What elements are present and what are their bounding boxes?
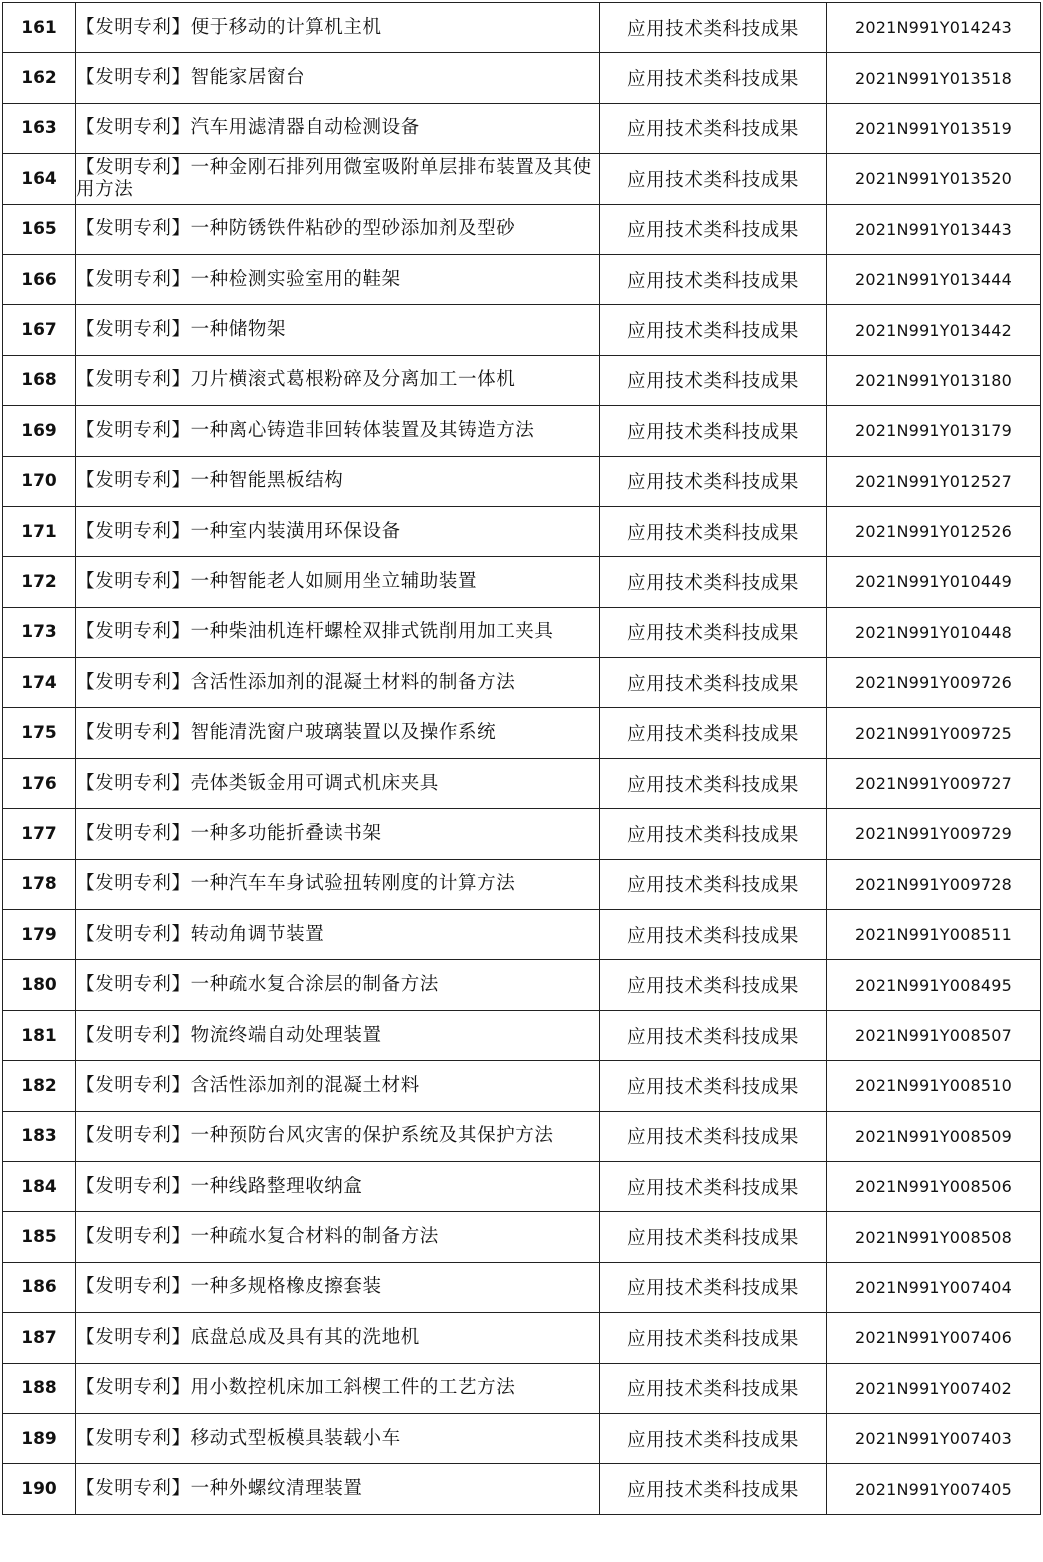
achievement-category: 应用技术类科技成果 xyxy=(600,204,827,254)
row-number: 165 xyxy=(3,204,76,254)
patent-name xyxy=(76,607,600,657)
patent-name xyxy=(76,557,600,607)
patent-name xyxy=(76,658,600,708)
row-number: 182 xyxy=(3,1061,76,1111)
row-number: 181 xyxy=(3,1010,76,1060)
patent-name xyxy=(76,254,600,304)
patent-name-text: 【发明专利】一种汽车车身试验扭转刚度的计算方法 xyxy=(76,873,516,895)
registration-code: 2021N991Y007405 xyxy=(827,1464,1041,1514)
registration-code: 2021N991Y009727 xyxy=(827,758,1041,808)
table-row xyxy=(3,1161,1041,1211)
patent-name xyxy=(76,910,600,960)
patent-name-text: 【发明专利】移动式型板模具装载小车 xyxy=(76,1427,401,1449)
patent-name-text: 【发明专利】智能清洗窗户玻璃装置以及操作系统 xyxy=(76,722,497,744)
patent-name xyxy=(76,1464,600,1514)
row-number: 190 xyxy=(3,1464,76,1514)
table-row xyxy=(3,1413,1041,1463)
row-number: 176 xyxy=(3,758,76,808)
achievement-category: 应用技术类科技成果 xyxy=(600,758,827,808)
registration-code: 2021N991Y013444 xyxy=(827,254,1041,304)
registration-code: 2021N991Y008511 xyxy=(827,910,1041,960)
patent-name xyxy=(76,1313,600,1363)
patent-name xyxy=(76,456,600,506)
registration-code: 2021N991Y010448 xyxy=(827,607,1041,657)
table-row xyxy=(3,758,1041,808)
patent-name-text: 【发明专利】刀片横滚式葛根粉碎及分离加工一体机 xyxy=(76,369,516,391)
patent-name xyxy=(76,355,600,405)
patent-name-text: 【发明专利】一种预防台风灾害的保护系统及其保护方法 xyxy=(76,1125,554,1147)
row-number: 184 xyxy=(3,1161,76,1211)
row-number: 185 xyxy=(3,1212,76,1262)
table-row xyxy=(3,1212,1041,1262)
row-number: 164 xyxy=(3,154,76,204)
row-number: 167 xyxy=(3,305,76,355)
patent-name xyxy=(76,305,600,355)
achievement-category: 应用技术类科技成果 xyxy=(600,708,827,758)
table-row xyxy=(3,658,1041,708)
table-row xyxy=(3,456,1041,506)
patent-name-text: 【发明专利】一种金刚石排列用微室吸附单层排布装置及其使用方法 xyxy=(76,156,592,200)
registration-code: 2021N991Y008495 xyxy=(827,960,1041,1010)
table-row xyxy=(3,406,1041,456)
patent-name xyxy=(76,406,600,456)
achievement-category: 应用技术类科技成果 xyxy=(600,1464,827,1514)
row-number: 175 xyxy=(3,708,76,758)
patent-name xyxy=(76,1413,600,1463)
row-number: 183 xyxy=(3,1111,76,1161)
registration-code: 2021N991Y009726 xyxy=(827,658,1041,708)
patent-name xyxy=(76,1010,600,1060)
patent-name-text: 【发明专利】一种室内装潢用环保设备 xyxy=(76,520,401,542)
row-number: 174 xyxy=(3,658,76,708)
row-number: 169 xyxy=(3,406,76,456)
achievement-category: 应用技术类科技成果 xyxy=(600,103,827,153)
patent-name-text: 【发明专利】物流终端自动处理装置 xyxy=(76,1024,382,1046)
table-row xyxy=(3,1313,1041,1363)
patent-name-text: 【发明专利】一种柴油机连杆螺栓双排式铣削用加工夹具 xyxy=(76,621,554,643)
achievement-category: 应用技术类科技成果 xyxy=(600,1010,827,1060)
row-number: 178 xyxy=(3,859,76,909)
achievement-category: 应用技术类科技成果 xyxy=(600,607,827,657)
row-number: 168 xyxy=(3,355,76,405)
table-row xyxy=(3,557,1041,607)
registration-code: 2021N991Y008509 xyxy=(827,1111,1041,1161)
table-row xyxy=(3,1363,1041,1413)
achievement-category: 应用技术类科技成果 xyxy=(600,506,827,556)
patent-name-text: 【发明专利】一种智能黑板结构 xyxy=(76,470,344,492)
table-row xyxy=(3,154,1041,204)
achievement-category: 应用技术类科技成果 xyxy=(600,960,827,1010)
achievement-category: 应用技术类科技成果 xyxy=(600,1061,827,1111)
row-number: 186 xyxy=(3,1262,76,1312)
achievement-category: 应用技术类科技成果 xyxy=(600,254,827,304)
registration-code: 2021N991Y007406 xyxy=(827,1313,1041,1363)
patent-name xyxy=(76,103,600,153)
achievement-category: 应用技术类科技成果 xyxy=(600,1212,827,1262)
achievement-category: 应用技术类科技成果 xyxy=(600,1313,827,1363)
table-row xyxy=(3,708,1041,758)
table-row xyxy=(3,355,1041,405)
registration-code: 2021N991Y007402 xyxy=(827,1363,1041,1413)
row-number: 188 xyxy=(3,1363,76,1413)
patent-name xyxy=(76,204,600,254)
registration-code: 2021N991Y013442 xyxy=(827,305,1041,355)
achievement-category: 应用技术类科技成果 xyxy=(600,557,827,607)
table-row xyxy=(3,1061,1041,1111)
row-number: 161 xyxy=(3,3,76,53)
table-row xyxy=(3,1111,1041,1161)
achievement-category: 应用技术类科技成果 xyxy=(600,1363,827,1413)
row-number: 163 xyxy=(3,103,76,153)
table-row xyxy=(3,204,1041,254)
row-number: 173 xyxy=(3,607,76,657)
patent-name xyxy=(76,1363,600,1413)
patent-name xyxy=(76,3,600,53)
achievement-category: 应用技术类科技成果 xyxy=(600,910,827,960)
row-number: 162 xyxy=(3,53,76,103)
achievement-category: 应用技术类科技成果 xyxy=(600,809,827,859)
registration-code: 2021N991Y008507 xyxy=(827,1010,1041,1060)
registration-code: 2021N991Y008508 xyxy=(827,1212,1041,1262)
patent-name xyxy=(76,1212,600,1262)
patent-name xyxy=(76,1061,600,1111)
row-number: 189 xyxy=(3,1413,76,1463)
patent-name-text: 【发明专利】壳体类钣金用可调式机床夹具 xyxy=(76,772,439,794)
patent-name-text: 【发明专利】转动角调节装置 xyxy=(76,923,325,945)
patent-name xyxy=(76,53,600,103)
patent-name xyxy=(76,859,600,909)
table-row xyxy=(3,859,1041,909)
row-number: 166 xyxy=(3,254,76,304)
row-number: 170 xyxy=(3,456,76,506)
achievement-category: 应用技术类科技成果 xyxy=(600,3,827,53)
patent-name-text: 【发明专利】一种线路整理收纳盒 xyxy=(76,1175,363,1197)
registration-code: 2021N991Y013520 xyxy=(827,154,1041,204)
achievement-category: 应用技术类科技成果 xyxy=(600,305,827,355)
patent-name-text: 【发明专利】一种多规格橡皮擦套装 xyxy=(76,1276,382,1298)
achievement-category: 应用技术类科技成果 xyxy=(600,658,827,708)
achievement-category: 应用技术类科技成果 xyxy=(600,1161,827,1211)
achievement-category: 应用技术类科技成果 xyxy=(600,355,827,405)
row-number: 172 xyxy=(3,557,76,607)
patent-name-text: 【发明专利】用小数控机床加工斜楔工件的工艺方法 xyxy=(76,1377,516,1399)
table-row xyxy=(3,305,1041,355)
patent-name-text: 【发明专利】底盘总成及具有其的洗地机 xyxy=(76,1326,420,1348)
row-number: 179 xyxy=(3,910,76,960)
achievement-category: 应用技术类科技成果 xyxy=(600,859,827,909)
registration-code: 2021N991Y009728 xyxy=(827,859,1041,909)
registration-code: 2021N991Y008506 xyxy=(827,1161,1041,1211)
achievement-category: 应用技术类科技成果 xyxy=(600,53,827,103)
patent-name-text: 【发明专利】一种储物架 xyxy=(76,319,287,341)
table-row xyxy=(3,607,1041,657)
registration-code: 2021N991Y007404 xyxy=(827,1262,1041,1312)
patent-name xyxy=(76,506,600,556)
registration-code: 2021N991Y013180 xyxy=(827,355,1041,405)
patent-table-body xyxy=(3,3,1041,1515)
table-row xyxy=(3,910,1041,960)
registration-code: 2021N991Y012526 xyxy=(827,506,1041,556)
patent-name-text: 【发明专利】含活性添加剂的混凝土材料 xyxy=(76,1074,420,1096)
patent-name-text: 【发明专利】含活性添加剂的混凝土材料的制备方法 xyxy=(76,671,516,693)
registration-code: 2021N991Y013179 xyxy=(827,406,1041,456)
registration-code: 2021N991Y007403 xyxy=(827,1413,1041,1463)
row-number: 177 xyxy=(3,809,76,859)
patent-name-text: 【发明专利】一种疏水复合材料的制备方法 xyxy=(76,1226,439,1248)
table-row xyxy=(3,960,1041,1010)
achievement-category: 应用技术类科技成果 xyxy=(600,456,827,506)
registration-code: 2021N991Y013518 xyxy=(827,53,1041,103)
patent-name xyxy=(76,1262,600,1312)
patent-name xyxy=(76,708,600,758)
table-row xyxy=(3,53,1041,103)
achievement-category: 应用技术类科技成果 xyxy=(600,1111,827,1161)
patent-name xyxy=(76,809,600,859)
row-number: 171 xyxy=(3,506,76,556)
table-row xyxy=(3,3,1041,53)
table-row xyxy=(3,506,1041,556)
patent-name-text: 【发明专利】智能家居窗台 xyxy=(76,67,306,89)
patent-name xyxy=(76,758,600,808)
table-row xyxy=(3,1010,1041,1060)
row-number: 180 xyxy=(3,960,76,1010)
patent-name xyxy=(76,154,600,204)
registration-code: 2021N991Y009725 xyxy=(827,708,1041,758)
patent-name xyxy=(76,960,600,1010)
patent-name xyxy=(76,1111,600,1161)
registration-code: 2021N991Y008510 xyxy=(827,1061,1041,1111)
patent-name xyxy=(76,1161,600,1211)
achievement-category: 应用技术类科技成果 xyxy=(600,154,827,204)
patent-name-text: 【发明专利】汽车用滤清器自动检测设备 xyxy=(76,117,420,139)
patent-name-text: 【发明专利】一种检测实验室用的鞋架 xyxy=(76,268,401,290)
patent-name-text: 【发明专利】一种多功能折叠读书架 xyxy=(76,822,382,844)
table-row xyxy=(3,1464,1041,1514)
patent-table xyxy=(2,2,1041,1515)
row-number: 187 xyxy=(3,1313,76,1363)
achievement-category: 应用技术类科技成果 xyxy=(600,1262,827,1312)
table-row xyxy=(3,809,1041,859)
table-row xyxy=(3,254,1041,304)
registration-code: 2021N991Y009729 xyxy=(827,809,1041,859)
patent-name-text: 【发明专利】一种防锈铁件粘砂的型砂添加剂及型砂 xyxy=(76,218,516,240)
registration-code: 2021N991Y012527 xyxy=(827,456,1041,506)
registration-code: 2021N991Y013443 xyxy=(827,204,1041,254)
table-row xyxy=(3,103,1041,153)
patent-name-text: 【发明专利】便于移动的计算机主机 xyxy=(76,16,382,38)
registration-code: 2021N991Y010449 xyxy=(827,557,1041,607)
registration-code: 2021N991Y014243 xyxy=(827,3,1041,53)
achievement-category: 应用技术类科技成果 xyxy=(600,406,827,456)
achievement-category: 应用技术类科技成果 xyxy=(600,1413,827,1463)
patent-name-text: 【发明专利】一种离心铸造非回转体装置及其铸造方法 xyxy=(76,419,535,441)
registration-code: 2021N991Y013519 xyxy=(827,103,1041,153)
patent-name-text: 【发明专利】一种智能老人如厕用坐立辅助装置 xyxy=(76,570,478,592)
patent-name-text: 【发明专利】一种外螺纹清理装置 xyxy=(76,1478,363,1500)
table-row xyxy=(3,1262,1041,1312)
patent-name-text: 【发明专利】一种疏水复合涂层的制备方法 xyxy=(76,974,439,996)
